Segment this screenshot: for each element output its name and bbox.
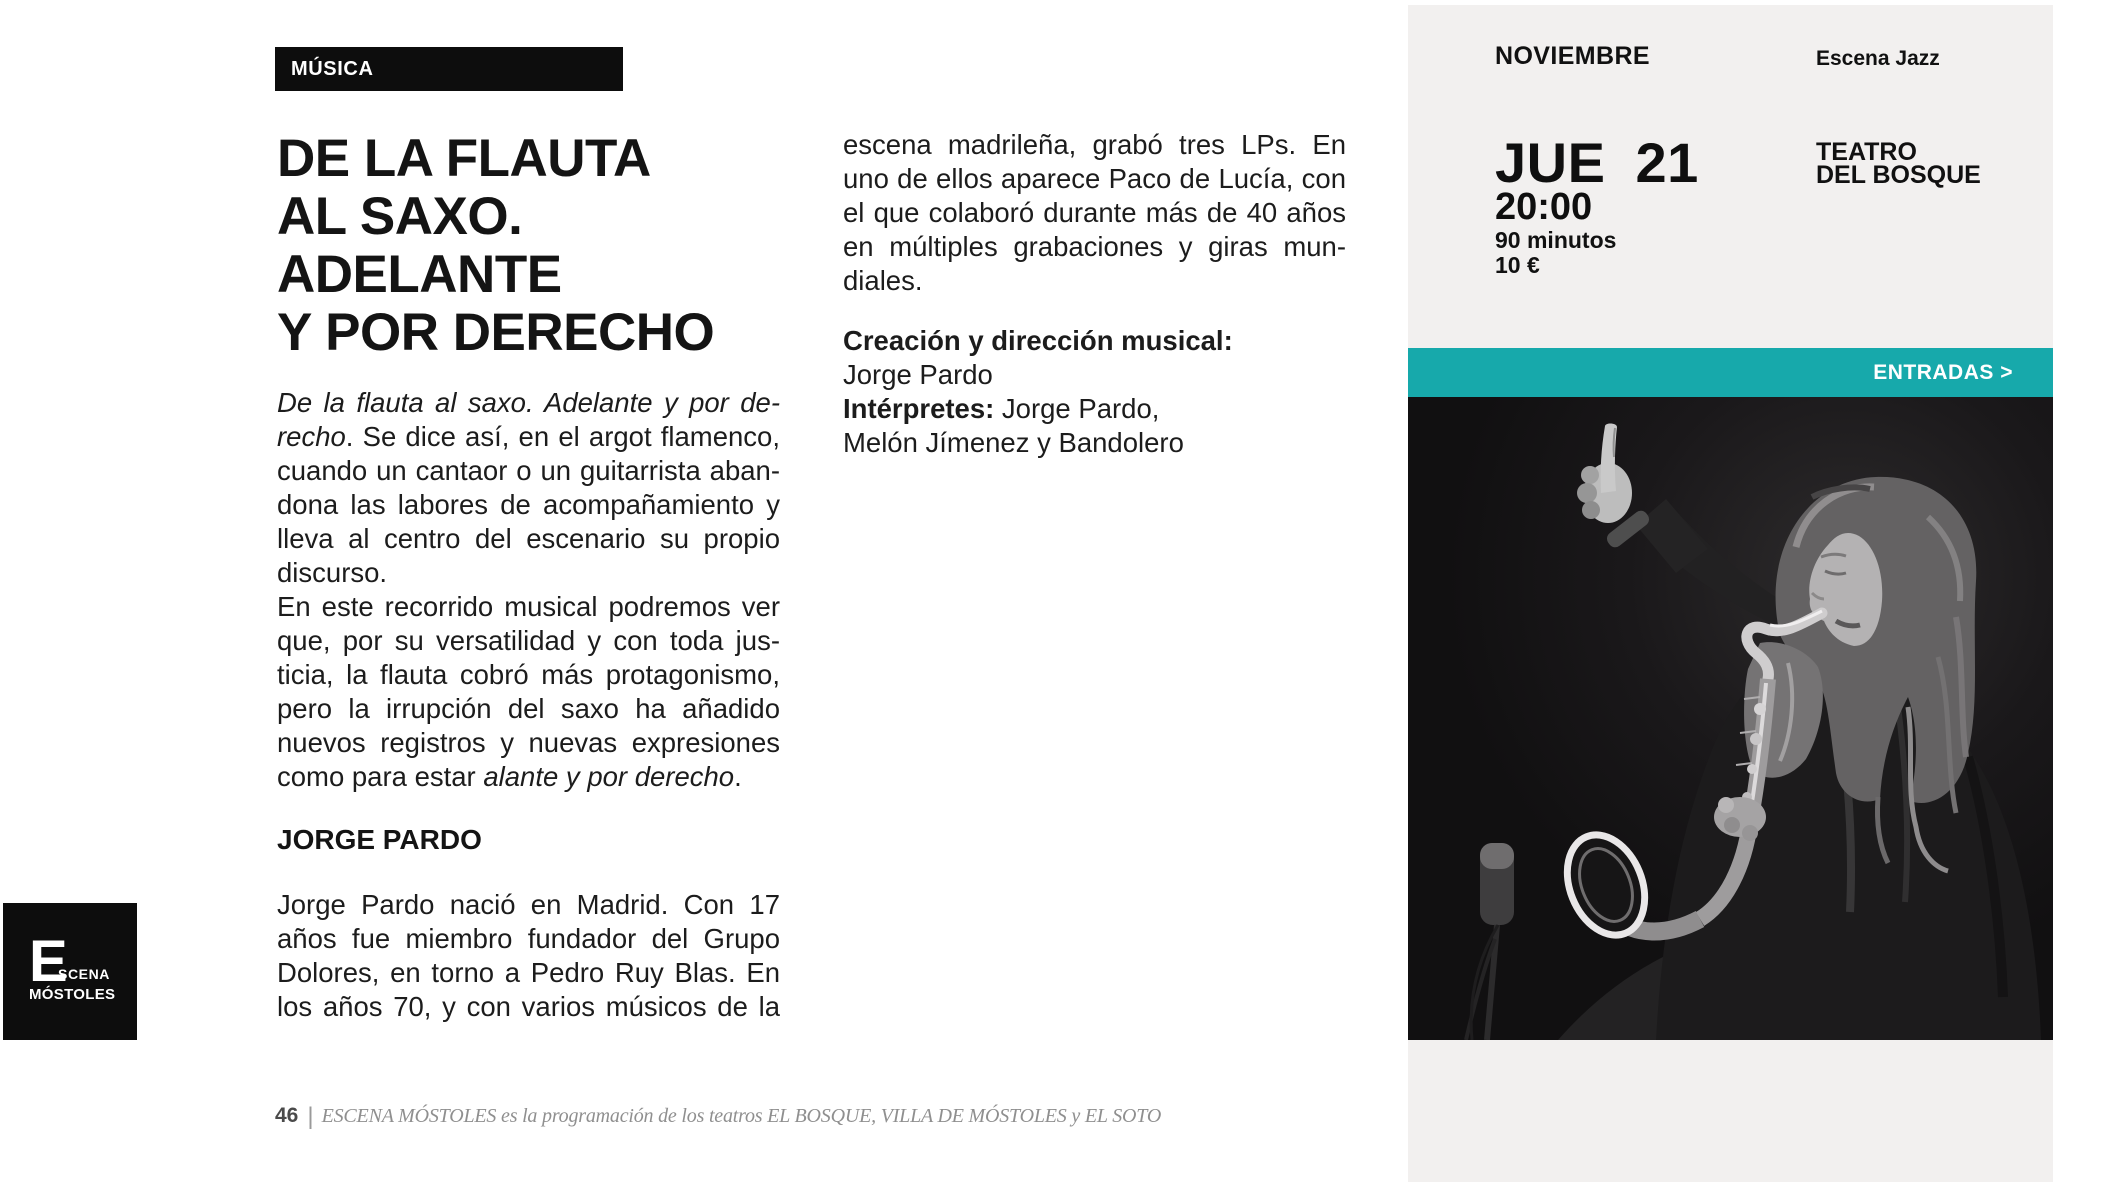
footer-separator: | — [307, 1103, 314, 1130]
tickets-button[interactable] — [1408, 348, 2053, 397]
text-line: el que colaboró durante más de 40 años — [843, 197, 1346, 228]
text-line: De la flauta al saxo. Adelante y por de- — [277, 387, 780, 418]
text-line: Jorge Pardo nació en Madrid. Con 17 — [277, 889, 780, 920]
event-duration: 90 minutos — [1495, 227, 1617, 253]
text-line: Intérpretes: Jorge Pardo, — [843, 393, 1160, 424]
event-time: 20:00 — [1495, 186, 1593, 228]
category-bar — [275, 47, 623, 91]
venue-name — [1816, 138, 1981, 189]
credits-block — [843, 324, 1346, 460]
bio-continuation-paragraph — [843, 128, 1346, 298]
text-line: DE LA FLAUTA — [277, 129, 651, 188]
text-line: Dolores, en torno a Pedro Ruy Blas. En — [277, 957, 780, 988]
text-line: ticia, la flauta cobró más protagonismo, — [277, 659, 780, 690]
text-line: lleva al centro del escenario su propio — [277, 523, 780, 554]
category-label: MÚSICA — [291, 58, 374, 80]
series-label: Escena Jazz — [1816, 47, 1940, 70]
event-day — [1495, 131, 1699, 194]
text-line: nuevos registros y nuevas expresiones — [277, 727, 780, 758]
text-line: como para estar alante y por derecho. — [277, 761, 742, 792]
escena-mostoles-logo — [3, 903, 137, 1040]
text-line: uno de ellos aparece Paco de Lucía, con — [843, 163, 1346, 194]
event-price: 10 € — [1495, 252, 1540, 278]
page-title — [277, 130, 714, 362]
logo-word-scena: SCENA — [58, 966, 111, 982]
artist-bio-paragraph — [277, 888, 780, 1024]
text-line: que, por su versatilidad y con toda jus- — [277, 625, 780, 656]
footer-text: ESCENA MÓSTOLES es la programación de los teatros EL BOSQUE, VILLA DE MÓSTOLES y EL SOTO — [321, 1105, 1162, 1127]
artist-heading: JORGE PARDO — [277, 824, 482, 855]
text-line: Melón Jímenez y Bandolero — [843, 427, 1184, 458]
text-line: cuando un cantaor o un guitarrista aban- — [277, 455, 780, 486]
text-line: en múltiples grabaciones y giras mun- — [843, 231, 1346, 262]
text-line: discurso. — [277, 557, 388, 588]
page-number: 46 — [275, 1104, 299, 1127]
intro-paragraphs — [277, 386, 780, 794]
text-line: diales. — [843, 265, 923, 296]
text-line: escena madrileña, grabó tres LPs. En — [843, 129, 1346, 160]
text-line: Y POR DERECHO — [277, 303, 715, 362]
text-line: dona las labores de acompañamiento y — [277, 489, 780, 520]
text-line: Creación y dirección musical: — [843, 325, 1233, 356]
text-line: pero la irrupción del saxo ha añadido — [277, 693, 780, 724]
text-line: Jorge Pardo — [843, 359, 993, 390]
venue-line2: DEL BOSQUE — [1816, 161, 1981, 189]
event-info-panel — [1408, 5, 2053, 1182]
month-label: NOVIEMBRE — [1495, 42, 1651, 70]
text-line: recho. Se dice así, en el argot flamenco, — [277, 421, 780, 452]
logo-word-mostoles: MÓSTOLES — [29, 986, 116, 1003]
performer-photo — [1408, 397, 2053, 1040]
logo-initial: E — [29, 929, 68, 994]
day-of-week: JUE — [1495, 131, 1606, 194]
text-line: años fue miembro fundador del Grupo — [277, 923, 780, 954]
text-line: los años 70, y con varios músicos de la — [277, 991, 780, 1022]
tickets-label: ENTRADAS > — [1873, 361, 2013, 384]
venue-line1: TEATRO — [1816, 138, 1917, 166]
saxophonist-illustration — [1408, 397, 2053, 1040]
page-footer — [275, 1103, 1161, 1131]
text-line: ADELANTE — [277, 245, 562, 304]
text-line: En este recorrido musical podremos ver — [277, 591, 780, 622]
day-number: 21 — [1635, 131, 1699, 194]
text-line: AL SAXO. — [277, 187, 523, 246]
